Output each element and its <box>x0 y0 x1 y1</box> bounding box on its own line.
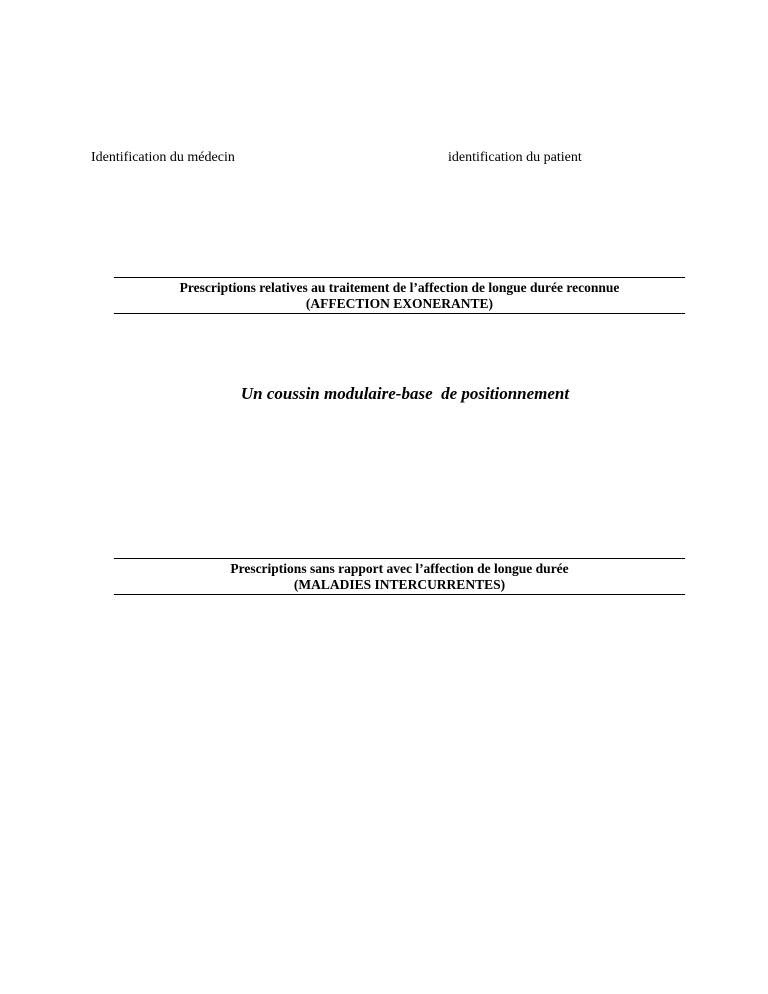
intercurrent-heading-line1: Prescriptions sans rapport avec l’affection de longue durée <box>230 561 569 576</box>
ald-heading-line1: Prescriptions relatives au traitement de l’affection de longue durée reconnue <box>179 280 620 295</box>
ald-heading-line2: (AFFECTION EXONERANTE) <box>305 296 494 311</box>
intercurrent-section-heading <box>114 559 685 594</box>
bottom-divider <box>114 313 685 314</box>
ald-section-heading <box>114 278 685 313</box>
doctor-identification-label: Identification du médecin <box>91 150 235 165</box>
patient-identification-label: identification du patient <box>448 150 582 165</box>
bottom-divider <box>114 594 685 595</box>
ald-prescriptions-section <box>114 277 685 314</box>
intercurrent-prescriptions-section <box>114 558 685 595</box>
ald-prescription-item: Un coussin modulaire-base de positionnement <box>240 384 570 403</box>
intercurrent-heading-line2: (MALADIES INTERCURRENTES) <box>293 577 506 592</box>
